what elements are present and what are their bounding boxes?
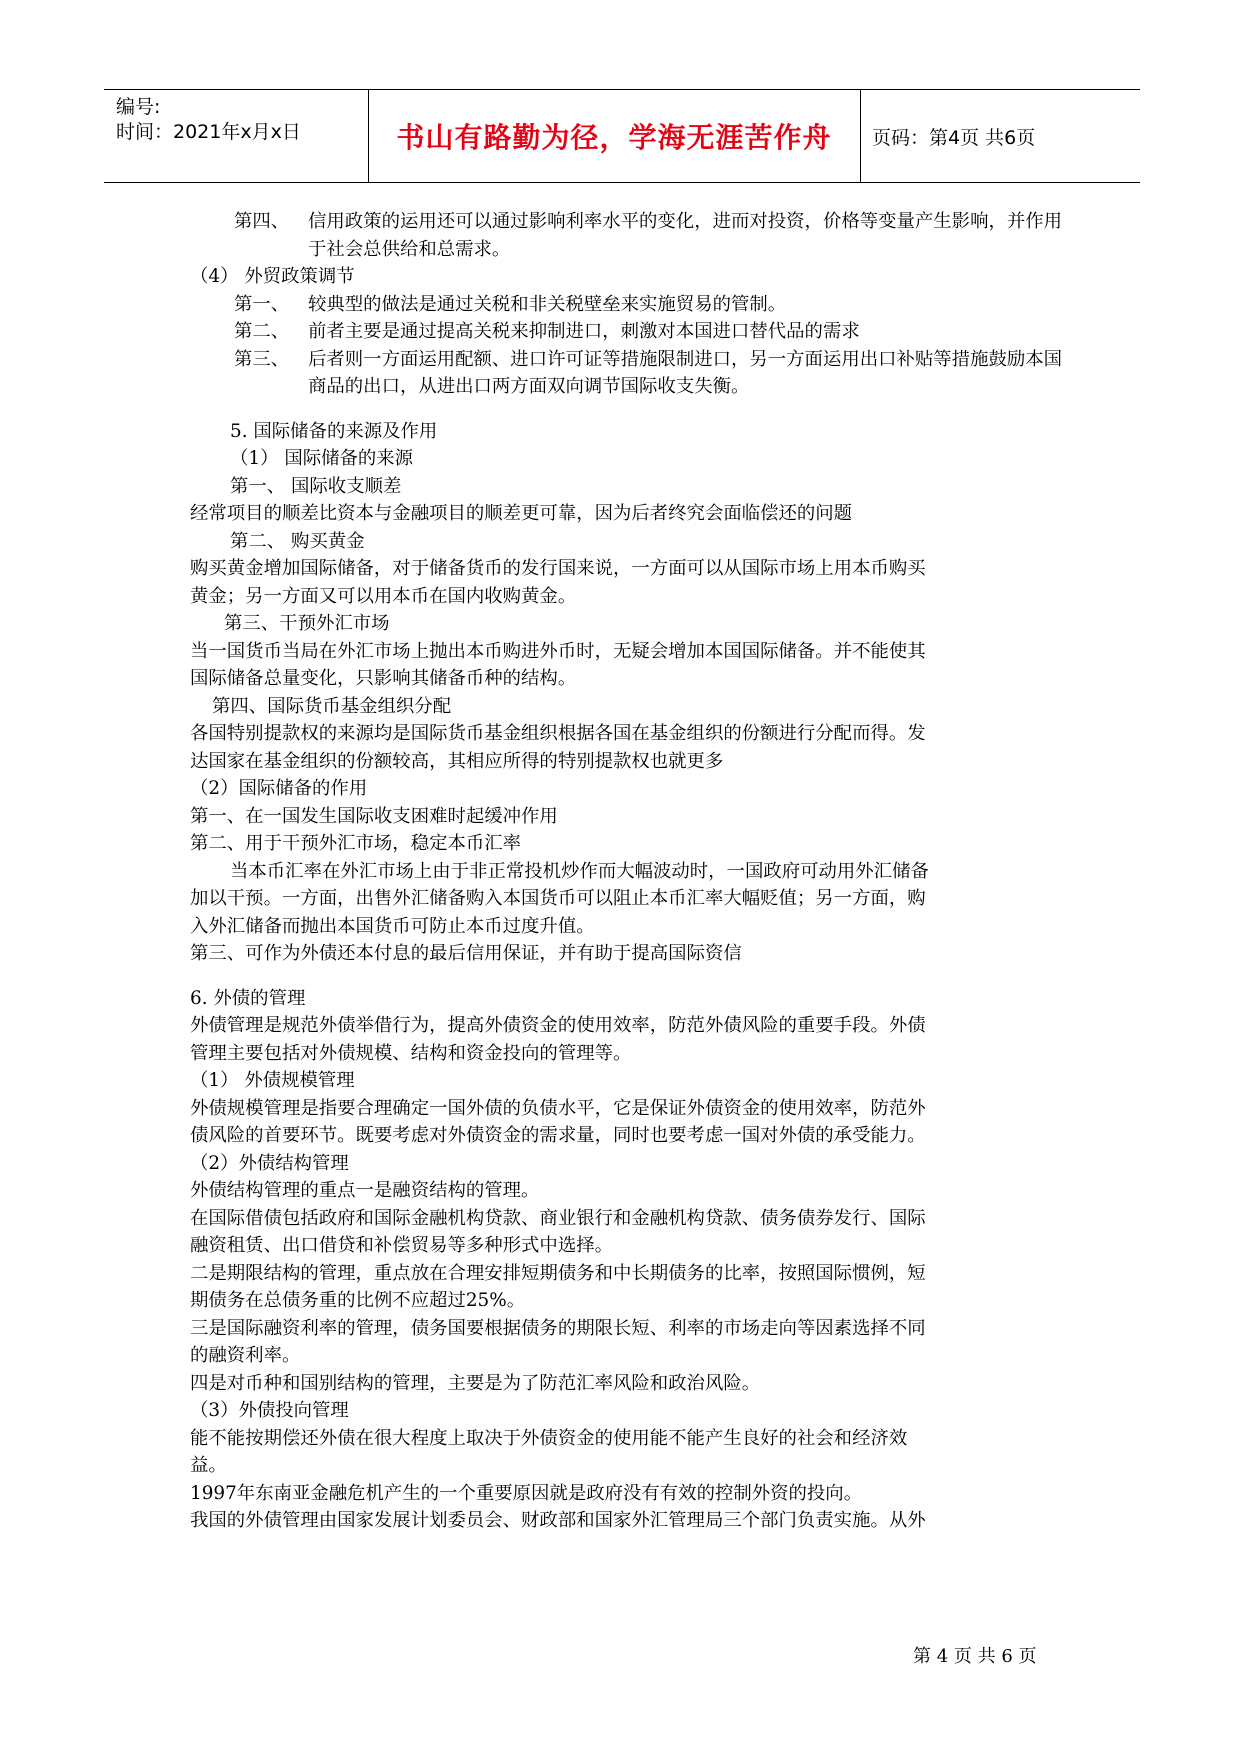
- item-label: 第二、: [234, 321, 290, 342]
- paragraph: [190, 346, 1070, 401]
- text-line: 1997年东南亚金融危机产生的一个重要原因就是政府没有有效的控制外资的投向。: [190, 1482, 863, 1504]
- text-line: 能不能按期偿还外债在很大程度上取决于外债资金的使用能不能产生良好的社会和经济效: [190, 1427, 908, 1449]
- subheading: （3）外债投向管理: [190, 1400, 349, 1421]
- item-label: 第一、: [234, 293, 290, 315]
- subheading: 第四、国际货币基金组织分配: [212, 695, 452, 717]
- item-text: 信用政策的运用还可以通过影响利率水平的变化，进而对投资，价格等变量产生影响，并作用于社会总供给和总需求。: [308, 211, 1063, 260]
- subheading: （1） 国际储备的来源: [230, 448, 414, 469]
- section-heading: 6. 外债的管理: [190, 987, 306, 1009]
- subheading: 第三、干预外汇市场: [224, 613, 390, 634]
- text-line: 外债结构管理的重点一是融资结构的管理。: [190, 1180, 540, 1201]
- motto: 书山有路勤为径，学海无涯苦作舟: [396, 121, 832, 154]
- time-label: 时间：2021年x月x日: [116, 121, 301, 143]
- text-line: 购买黄金增加国际储备，对于储备货币的发行国来说，一方面可以从国际市场上用本币购买: [190, 558, 926, 579]
- item-label: 第四、: [234, 211, 290, 232]
- paragraph: [190, 208, 1070, 263]
- text-line: 国际储备总量变化，只影响其储备币种的结构。: [190, 668, 577, 689]
- text-line: 达国家在基金组织的份额较高，其相应所得的特别提款权也就更多: [190, 750, 724, 772]
- text-line: 加以干预。一方面，出售外汇储备购入本国货币可以阻止本币汇率大幅贬值；另一方面，购: [190, 888, 926, 909]
- text-line: 经常项目的顺差比资本与金融项目的顺差更可靠，因为后者终究会面临偿还的问题: [190, 503, 853, 524]
- page-footer: 第 4 页 共 6 页: [913, 1646, 1037, 1667]
- text-line: 四是对币种和国别结构的管理，主要是为了防范汇率风险和政治风险。: [190, 1372, 761, 1394]
- text-line: 在国际借债包括政府和国际金融机构贷款、商业银行和金融机构贷款、债务债券发行、国际: [190, 1207, 926, 1229]
- header-table: [104, 89, 1140, 183]
- page-label: 页码：第4页 共6页: [872, 126, 1036, 149]
- subheading: 第一、 国际收支顺差: [230, 475, 402, 497]
- text-line: 融资租赁、出口借贷和补偿贸易等多种形式中选择。: [190, 1235, 613, 1256]
- text-line: 的融资利率。: [190, 1345, 301, 1366]
- subheading: （2）国际储备的作用: [190, 778, 368, 799]
- text-line: 第二、用于干预外汇市场，稳定本币汇率: [190, 833, 522, 854]
- subheading: （4） 外贸政策调节: [190, 266, 355, 287]
- number-label: 编号:: [116, 96, 161, 118]
- paragraph: [190, 318, 1070, 346]
- text-line: 我国的外债管理由国家发展计划委员会、财政部和国家外汇管理局三个部门负责实施。从外: [190, 1510, 926, 1531]
- text-line: 外债规模管理是指要合理确定一国外债的负债水平，它是保证外债资金的使用效率，防范外: [190, 1097, 926, 1119]
- subheading: （2）外债结构管理: [190, 1152, 349, 1174]
- paragraph: [190, 291, 1070, 319]
- text-line: 第一、在一国发生国际收支困难时起缓冲作用: [190, 805, 558, 827]
- item-label: 第三、: [234, 348, 290, 370]
- text-line: 当一国货币当局在外汇市场上抛出本币购进外币时，无疑会增加本国国际储备。并不能使其: [190, 640, 926, 662]
- text-line: 黄金；另一方面又可以用本币在国内收购黄金。: [190, 585, 577, 607]
- text-line: 期债务在总债务重的比例不应超过25%。: [190, 1290, 526, 1311]
- header-divider: [860, 90, 861, 182]
- header-info: [116, 95, 301, 145]
- item-text: 后者则一方面运用配额、进口许可证等措施限制进口，另一方面运用出口补贴等措施鼓励本国商品的出口，从进出口两方面双向调节国际收支失衡。: [308, 348, 1063, 397]
- text-line: 益。: [190, 1455, 227, 1476]
- text-line: 债风险的首要环节。既要考虑对外债资金的需求量，同时也要考虑一国对外债的承受能力。: [190, 1125, 926, 1146]
- document-body: [190, 208, 1070, 1535]
- text-line: 入外汇储备而抛出本国货币可防止本币过度升值。: [190, 915, 595, 937]
- text-line: 当本币汇率在外汇市场上由于非正常投机炒作而大幅波动时，一国政府可动用外汇储备: [230, 860, 929, 882]
- subheading: 第二、 购买黄金: [230, 530, 365, 552]
- text-line: 三是国际融资利率的管理，债务国要根据债务的期限长短、利率的市场走向等因素选择不同: [190, 1317, 926, 1339]
- text-line: 二是期限结构的管理，重点放在合理安排短期债务和中长期债务的比率，按照国际惯例，短: [190, 1262, 926, 1284]
- text-line: 各国特别提款权的来源均是国际货币基金组织根据各国在基金组织的份额进行分配而得。发: [190, 723, 926, 744]
- section-heading: 5. 国际储备的来源及作用: [230, 420, 438, 442]
- text-line: 管理主要包括对外债规模、结构和资金投向的管理等。: [190, 1042, 632, 1064]
- text-line: 外债管理是规范外债举借行为，提高外债资金的使用效率，防范外债风险的重要手段。外债: [190, 1015, 926, 1036]
- subheading: （1） 外债规模管理: [190, 1070, 355, 1091]
- item-text: 较典型的做法是通过关税和非关税壁垒来实施贸易的管制。: [308, 293, 787, 315]
- item-text: 前者主要是通过提高关税来抑制进口，刺激对本国进口替代品的需求: [308, 321, 860, 342]
- text-line: 第三、可作为外债还本付息的最后信用保证，并有助于提高国际资信: [190, 943, 742, 964]
